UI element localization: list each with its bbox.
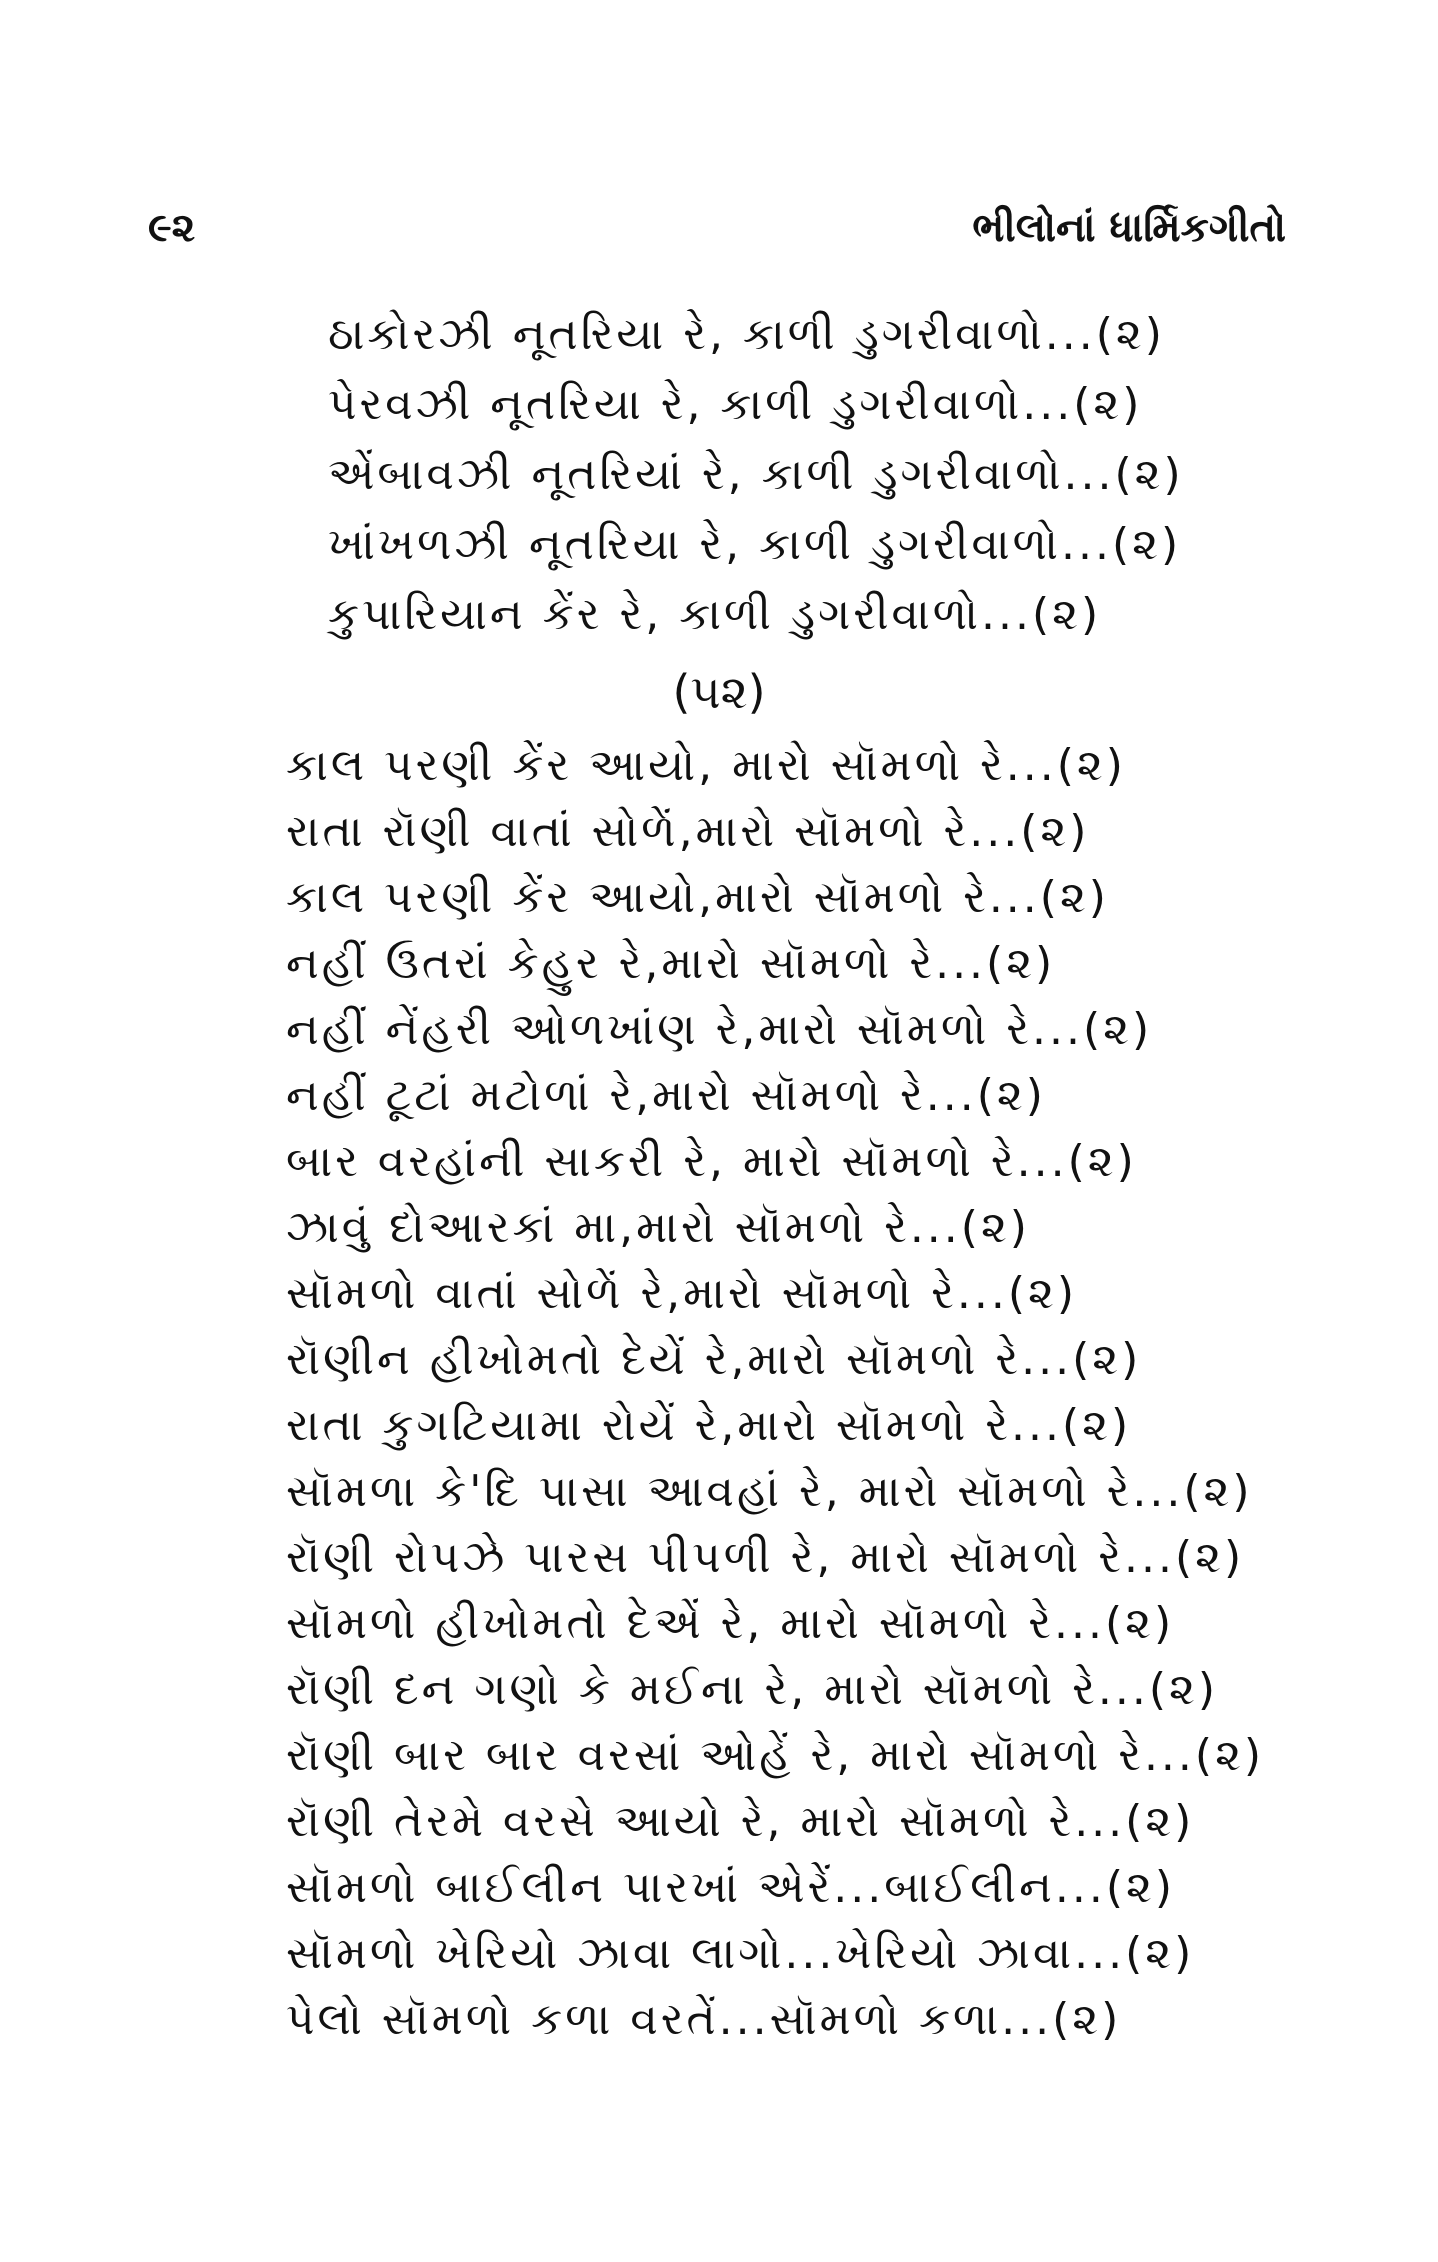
verse-line: રૉણીન હીખોમતો દેયેં રે,મારો સૉમળો રે...(૨) <box>286 1334 1142 1385</box>
verse-line: સૉમળા કે'દિ પાસા આવહાં રે, મારો સૉમળો રે...(૨) <box>286 1466 1253 1517</box>
verse-line: ઝાવું દોઆરકાં મા,મારો સૉમળો રે...(૨) <box>286 1202 1030 1253</box>
verse-line: કાલ પરણી કેંર આયો,મારો સૉમળો રે...(૨) <box>286 872 1109 923</box>
verse-line: સૉમળો ખેરિયો ઝાવા લાગો...ખેરિયો ઝાવા...(૨) <box>286 1928 1195 1979</box>
verse-line: રૉણી દન ગણો કે મઈના રે, મારો સૉમળો રે...(૨) <box>286 1664 1219 1715</box>
verse-line: ઠાકોરઝી નૂતરિયા રે, કાળી ડુગરીવાળો...(૨) <box>328 309 1165 360</box>
verse-line: સૉમળો બાઈલીન પારખાં એરેં...બાઈલીન...(૨) <box>286 1862 1176 1913</box>
verse-line: નહીં ઉતરાં કેહુર રે,મારો સૉમળો રે...(૨) <box>286 938 1056 989</box>
verse-line: એંબાવઝી નૂતરિયાં રે, કાળી ડુગરીવાળો...(૨) <box>328 449 1184 500</box>
verse-line: કુપારિયાન કેંર રે, કાળી ડુગરીવાળો...(૨) <box>328 589 1102 640</box>
verse-line: કાલ પરણી કેંર આયો, મારો સૉમળો રે...(૨) <box>286 740 1126 791</box>
verse-line: રાતા રૉણી વાતાં સોળેં,મારો સૉમળો રે...(૨) <box>286 806 1090 857</box>
verse-line: રાતા કુગટિયામા રોયેં રે,મારો સૉમળો રે...(૨) <box>286 1400 1132 1451</box>
verse-line: પેલો સૉમળો કળા વરતેં...સૉમળો કળા...(૨) <box>286 1994 1122 2045</box>
verse-line: સૉમળો હીખોમતો દેએં રે, મારો સૉમળો રે...(૨) <box>286 1598 1175 1649</box>
stanza-2 <box>286 733 1264 2053</box>
verse-line: રૉણી રોપઝે પારસ પીપળી રે, મારો સૉમળો રે...(૨) <box>286 1532 1245 1583</box>
stanza-1 <box>328 300 1184 650</box>
song-number: (૫૨) <box>672 665 766 719</box>
verse-line: ખાંખળઝી નૂતરિયા રે, કાળી ડુગરીવાળો...(૨) <box>328 519 1182 570</box>
verse-line: રૉણી બાર બાર વરસાં ઓહેં રે, મારો સૉમળો રે...(૨) <box>286 1730 1265 1781</box>
verse-line: બાર વરહાંની સાકરી રે, મારો સૉમળો રે...(૨) <box>286 1136 1137 1187</box>
verse-line: નહીં ટૂટાં મટોળાં રે,મારો સૉમળો રે...(૨) <box>286 1070 1046 1121</box>
verse-line: નહીં નેંહરી ઓળખાંણ રે,મારો સૉમળો રે...(૨) <box>286 1004 1153 1055</box>
verse-line: સૉમળો વાતાં સોળેં રે,મારો સૉમળો રે...(૨) <box>286 1268 1077 1319</box>
page-number: ૯૨ <box>148 205 196 251</box>
verse-line: પેરવઝી નૂતરિયા રે, કાળી ડુગરીવાળો...(૨) <box>328 379 1143 430</box>
running-header: ભીલોનાં ધાર્મિકગીતો <box>972 205 1286 251</box>
verse-line: રૉણી તેરમે વરસે આયો રે, મારો સૉમળો રે...(૨) <box>286 1796 1195 1847</box>
